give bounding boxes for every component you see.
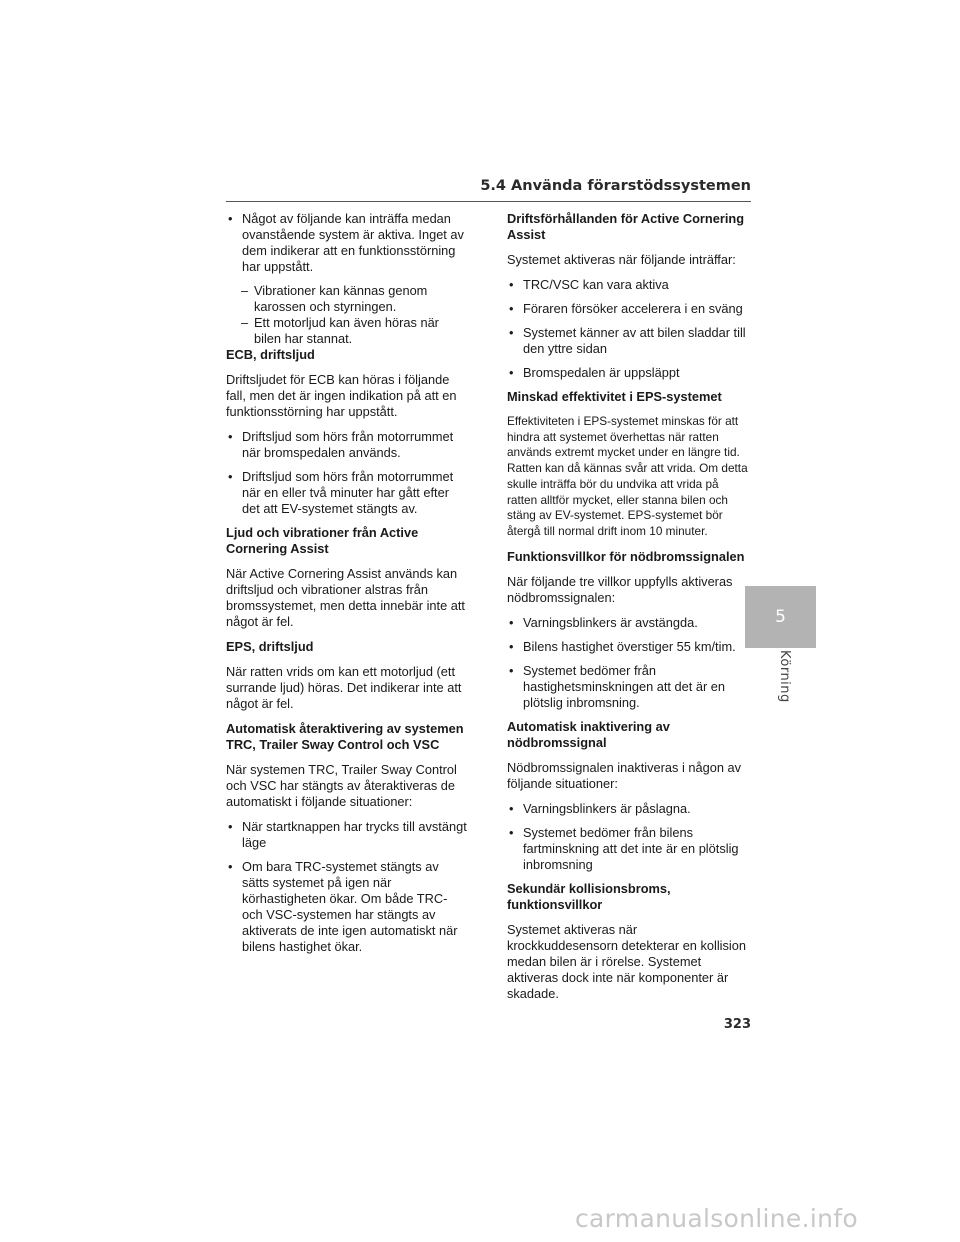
page-number: 323: [723, 1017, 751, 1032]
section-heading: Automatisk återaktivering av systemen TRC, Trailer Sway Control och VSC: [226, 721, 464, 752]
bullet-item: • Föraren försöker accelerera i en sväng: [507, 301, 751, 317]
bullet-item: • Systemet bedömer från hastighetsminskningen att det är en plötslig inbromsning.: [507, 663, 751, 711]
bullet-item: • Varningsblinkers är avstängda.: [507, 615, 751, 631]
sub-bullet-item: – Ett motorljud kan även höras när bilen har stannat.: [226, 315, 468, 347]
watermark: carmanualsonline.info: [575, 1204, 858, 1233]
section-heading: Automatisk inaktivering av nödbromssignal: [507, 718, 670, 750]
bullet-item: • Något av följande kan inträffa medan ovanstående system är aktiva. Inget av dem indikerar att en funktionsstörning har uppstått.: [226, 211, 468, 275]
paragraph: När följande tre villkor uppfylls aktiveras nödbromssignalen:: [507, 573, 733, 605]
paragraph: Driftsljudet för ECB kan höras i följande fall, men det är ingen indikation på att en funktionsstörning har uppstått.: [226, 372, 457, 419]
paragraph: Systemet aktiveras när krockkuddesensorn detekterar en kollision medan bilen är i rörelse. Systemet aktiveras dock inte när komponenter är skadade.: [507, 921, 747, 1001]
bullet-item: • Systemet känner av att bilen sladdar till den yttre sidan: [507, 325, 751, 357]
bullet-item: • Driftsljud som hörs från motorrummet när en eller två minuter har gått efter det att EV-systemet stängts av.: [226, 469, 468, 517]
section-heading: EPS, driftsljud: [226, 639, 314, 654]
bullet-item: • Driftsljud som hörs från motorrummet när bromspedalen används.: [226, 429, 468, 461]
paragraph: När ratten vrids om kan ett motorljud (ett surrande ljud) höras. Det indikerar inte att något är fel.: [226, 664, 462, 711]
bullet-item: • Varningsblinkers är påslagna.: [507, 801, 751, 817]
bullet-item: • Om bara TRC-systemet stängts av sätts systemet på igen när körhastigheten ökar. Om både TRC- och VSC-systemen har stängts av aktiverats de inte igen automatiskt när bilens hastighet ökar.: [226, 859, 468, 955]
section-heading: Funktionsvillkor för nödbromssignalen: [507, 548, 745, 564]
bullet-item: • TRC/VSC kan vara aktiva: [507, 277, 751, 293]
bullet-item: • När startknappen har trycks till avstängt läge: [226, 819, 468, 851]
section-heading: ECB, driftsljud: [226, 347, 315, 362]
chapter-tab: 5: [745, 586, 816, 648]
bullet-item: • Bromspedalen är uppsläppt: [507, 365, 751, 381]
sub-bullet-item: – Vibrationer kan kännas genom karossen och styrningen.: [226, 283, 468, 315]
paragraph: Effektiviteten i EPS-systemet minskas för att hindra att systemet överhettas när ratten används extremt mycket under en längre tid. Ratten kan då kännas svår att vrida. Om detta skulle inträffa bör du undvika att vrida på ratten alltför mycket, eller stanna bilen och stäng av EV-systemet. EPS-systemet bör återgå till normal drift inom 10 minuter.: [507, 414, 748, 538]
bullet-item: • Systemet bedömer från bilens fartminskning att det inte är en plötslig inbromsning: [507, 825, 751, 873]
section-heading: Ljud och vibrationer från Active Cornering Assist: [226, 525, 419, 556]
left-column: [226, 211, 468, 963]
right-column: [507, 211, 751, 1011]
section-header: 5.4 Använda förarstödssystemen: [226, 176, 751, 202]
section-heading: Minskad effektivitet i EPS-systemet: [507, 389, 722, 404]
paragraph: När systemen TRC, Trailer Sway Control och VSC har stängts av återaktiveras de automatiskt i följande situationer:: [226, 762, 457, 809]
paragraph: Systemet aktiveras när följande inträffar:: [507, 252, 736, 267]
paragraph: Nödbromssignalen inaktiveras i någon av följande situationer:: [507, 759, 742, 791]
section-heading: Sekundär kollisionsbroms, funktionsvillkor: [507, 880, 671, 912]
section-heading: Driftsförhållanden för Active Cornering Assist: [507, 211, 745, 242]
paragraph: När Active Cornering Assist används kan driftsljud och vibrationer alstras från bromssystemet, men detta innebär inte att något är fel.: [226, 566, 465, 629]
bullet-item: • Bilens hastighet överstiger 55 km/tim.: [507, 639, 751, 655]
chapter-label: Körning: [777, 650, 792, 703]
